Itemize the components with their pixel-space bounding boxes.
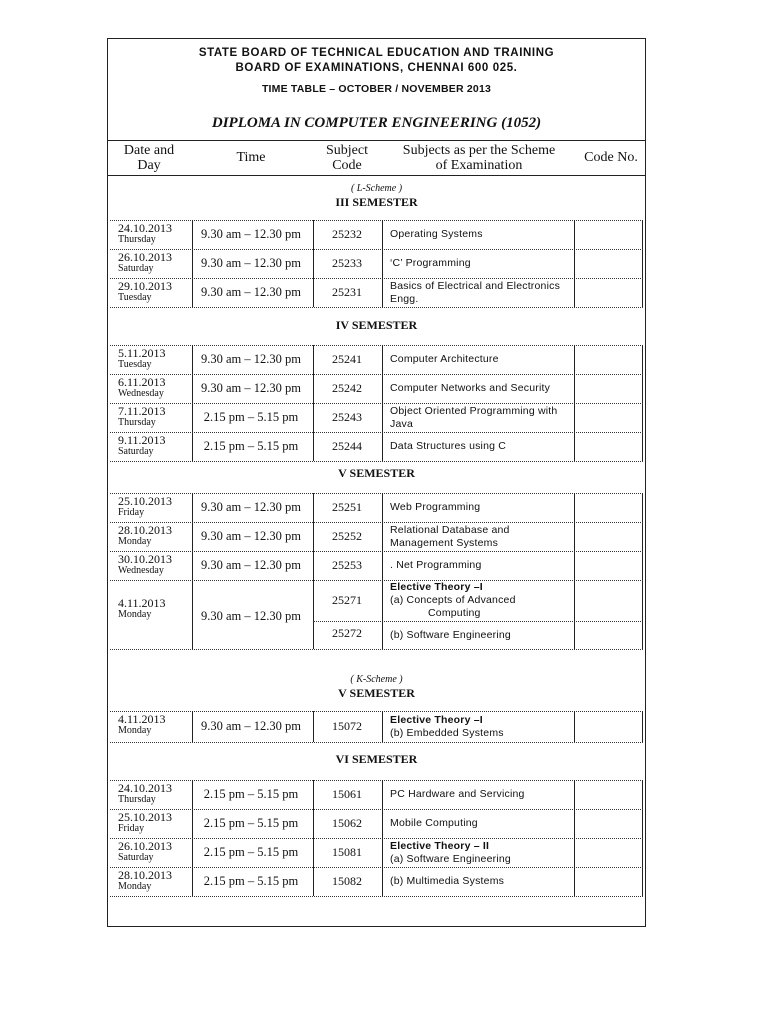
subject-line: Operating Systems	[390, 228, 483, 240]
exam-date: 26.10.2013	[118, 250, 172, 264]
semester-heading	[108, 674, 645, 700]
exam-date: 24.10.2013	[118, 781, 172, 795]
subject-name	[390, 559, 578, 572]
table-row	[108, 345, 645, 374]
exam-date: 24.10.2013	[118, 221, 172, 235]
column-header-time: Time	[236, 150, 266, 165]
subject-name	[390, 382, 578, 395]
table-row	[108, 403, 645, 432]
exam-date: 9.11.2013	[118, 433, 166, 447]
exam-day: Saturday	[118, 852, 154, 863]
table-row	[108, 493, 645, 522]
exam-day: Saturday	[118, 263, 154, 274]
exam-time: 2.15 pm – 5.15 pm	[203, 845, 299, 859]
header-top-rule	[108, 140, 645, 141]
exam-day: Tuesday	[118, 292, 152, 303]
board-title: STATE BOARD OF TECHNICAL EDUCATION AND TRAINING	[198, 47, 555, 59]
row-separator	[313, 621, 641, 622]
subject-line: ‘C’ Programming	[390, 257, 471, 269]
column-header-subject: Subjects as per the Scheme of Examination	[402, 143, 556, 173]
semester-label: V SEMESTER	[338, 686, 415, 700]
subject-line: Basics of Electrical and Electronics	[390, 280, 561, 292]
table-row	[108, 780, 645, 809]
semester-label: IV SEMESTER	[335, 318, 418, 332]
scheme-label: ( L-Scheme )	[350, 183, 403, 194]
table-row	[108, 220, 645, 249]
subject-line: (a) Concepts of Advanced	[390, 594, 516, 606]
exam-date: 25.10.2013	[118, 494, 172, 508]
exam-time: 2.15 pm – 5.15 pm	[203, 787, 299, 801]
subject-code: 25271	[332, 593, 362, 607]
subject-line: Web Programming	[390, 501, 481, 513]
exam-day: Wednesday	[118, 565, 164, 576]
scheme-label: ( K-Scheme )	[350, 674, 403, 685]
subject-code: 15081	[332, 845, 362, 859]
table-row	[108, 711, 645, 742]
exam-time: 9.30 am – 12.30 pm	[201, 381, 301, 395]
subject-name	[390, 257, 578, 270]
exam-time: 9.30 am – 12.30 pm	[201, 285, 301, 299]
exam-day: Saturday	[118, 446, 154, 457]
subject-name	[390, 501, 578, 514]
exam-day: Thursday	[118, 234, 156, 245]
subject-code: 25233	[332, 256, 362, 270]
subject-name	[390, 581, 578, 620]
subject-name	[390, 440, 578, 453]
subject-line: Data Structures using C	[390, 440, 507, 452]
subject-name	[390, 405, 578, 431]
subject-line: Computer Networks and Security	[390, 382, 551, 394]
table-row	[108, 809, 645, 838]
exam-time: 9.30 am – 12.30 pm	[201, 352, 301, 366]
exam-day: Tuesday	[118, 359, 152, 370]
subject-code: 25252	[332, 529, 362, 543]
subject-code: 25244	[332, 439, 362, 453]
subject-name	[390, 228, 578, 241]
subject-line: Management Systems	[390, 537, 499, 549]
board-subtitle: BOARD OF EXAMINATIONS, CHENNAI 600 025.	[235, 62, 518, 74]
exam-day: Thursday	[118, 417, 156, 428]
exam-time: 9.30 am – 12.30 pm	[201, 500, 301, 514]
exam-day: Monday	[118, 609, 152, 620]
subject-line: (b) Embedded Systems	[390, 727, 504, 739]
subject-name	[390, 280, 578, 306]
subject-line: Object Oriented Programming with	[390, 405, 558, 417]
subject-name	[390, 817, 578, 830]
exam-day: Monday	[118, 536, 152, 547]
subject-line: Engg.	[390, 293, 419, 305]
column-header-code: Subject Code	[326, 143, 368, 173]
elective-label: Elective Theory –I	[390, 714, 483, 726]
exam-date: 4.11.2013	[118, 596, 166, 610]
exam-date: 26.10.2013	[118, 839, 172, 853]
semester-label: V SEMESTER	[338, 466, 415, 480]
table-row	[108, 249, 645, 278]
subject-line: Relational Database and	[390, 524, 510, 536]
exam-date: 25.10.2013	[118, 810, 172, 824]
exam-time: 9.30 am – 12.30 pm	[201, 719, 301, 733]
table-row	[108, 838, 645, 867]
table-row	[108, 278, 645, 307]
subject-code: 15082	[332, 874, 362, 888]
exam-date: 5.11.2013	[118, 346, 166, 360]
exam-time: 9.30 am – 12.30 pm	[201, 609, 301, 623]
subject-name	[390, 353, 578, 366]
subject-name	[390, 714, 578, 740]
subject-name: (b) Software Engineering	[390, 629, 511, 641]
subject-code: 25251	[332, 500, 362, 514]
subject-line: Computing	[428, 607, 481, 619]
exam-date: 30.10.2013	[118, 552, 172, 566]
table-row	[108, 432, 645, 461]
exam-time: 9.30 am – 12.30 pm	[201, 227, 301, 241]
subject-line: (b) Multimedia Systems	[390, 875, 505, 887]
subject-name	[390, 840, 578, 866]
timetable-page	[107, 38, 646, 927]
row-separator	[110, 896, 643, 897]
subject-line: . Net Programming	[390, 559, 482, 571]
elective-label: Elective Theory – II	[390, 840, 490, 852]
row-separator	[110, 307, 643, 308]
exam-time: 2.15 pm – 5.15 pm	[203, 410, 299, 424]
subject-code: 15072	[332, 719, 362, 733]
subject-line: (a) Software Engineering	[390, 853, 511, 865]
subject-line: PC Hardware and Servicing	[390, 788, 525, 800]
column-header-codeno: Code No.	[584, 150, 638, 165]
subject-code: 25272	[332, 626, 362, 640]
subject-code: 25243	[332, 410, 362, 424]
header-bottom-rule	[108, 175, 645, 176]
subject-code: 15061	[332, 787, 362, 801]
diploma-title: DIPLOMA IN COMPUTER ENGINEERING (1052)	[211, 115, 542, 131]
exam-day: Monday	[118, 725, 152, 736]
table-row	[108, 867, 645, 896]
exam-time: 2.15 pm – 5.15 pm	[203, 439, 299, 453]
row-separator	[110, 742, 643, 743]
table-row	[108, 551, 645, 580]
subject-code: 25242	[332, 381, 362, 395]
subject-code: 25232	[332, 227, 362, 241]
timetable-title: TIME TABLE – OCTOBER / NOVEMBER 2013	[261, 83, 492, 95]
table-row	[108, 374, 645, 403]
exam-day: Thursday	[118, 794, 156, 805]
exam-day: Monday	[118, 881, 152, 892]
semester-label: VI SEMESTER	[335, 752, 418, 766]
semester-label: III SEMESTER	[335, 195, 418, 209]
exam-day: Friday	[118, 823, 145, 834]
row-separator	[110, 649, 643, 650]
exam-date: 29.10.2013	[118, 279, 172, 293]
subject-name	[390, 875, 578, 888]
exam-day: Wednesday	[118, 388, 164, 399]
exam-day: Friday	[118, 507, 145, 518]
column-header-date: Date and Day	[123, 143, 175, 173]
subject-code: 15062	[332, 816, 362, 830]
subject-line: Java	[390, 418, 413, 430]
exam-time: 9.30 am – 12.30 pm	[201, 256, 301, 270]
exam-time: 9.30 am – 12.30 pm	[201, 558, 301, 572]
table-row	[108, 580, 645, 649]
exam-date: 4.11.2013	[118, 712, 166, 726]
semester-heading	[108, 752, 645, 766]
exam-date: 7.11.2013	[118, 404, 166, 418]
exam-date: 28.10.2013	[118, 523, 172, 537]
table-row	[108, 522, 645, 551]
semester-heading	[108, 318, 645, 332]
elective-label: Elective Theory –I	[390, 581, 483, 593]
exam-date: 6.11.2013	[118, 375, 166, 389]
semester-heading	[108, 183, 645, 209]
subject-line: Computer Architecture	[390, 353, 499, 365]
subject-code: 25253	[332, 558, 362, 572]
subject-code: 25241	[332, 352, 362, 366]
row-separator	[110, 461, 643, 462]
exam-date: 28.10.2013	[118, 868, 172, 882]
subject-line: Mobile Computing	[390, 817, 478, 829]
exam-time: 9.30 am – 12.30 pm	[201, 529, 301, 543]
exam-time: 2.15 pm – 5.15 pm	[203, 816, 299, 830]
semester-heading	[108, 466, 645, 480]
subject-name	[390, 524, 578, 550]
exam-time: 2.15 pm – 5.15 pm	[203, 874, 299, 888]
subject-code: 25231	[332, 285, 362, 299]
subject-name	[390, 788, 578, 801]
